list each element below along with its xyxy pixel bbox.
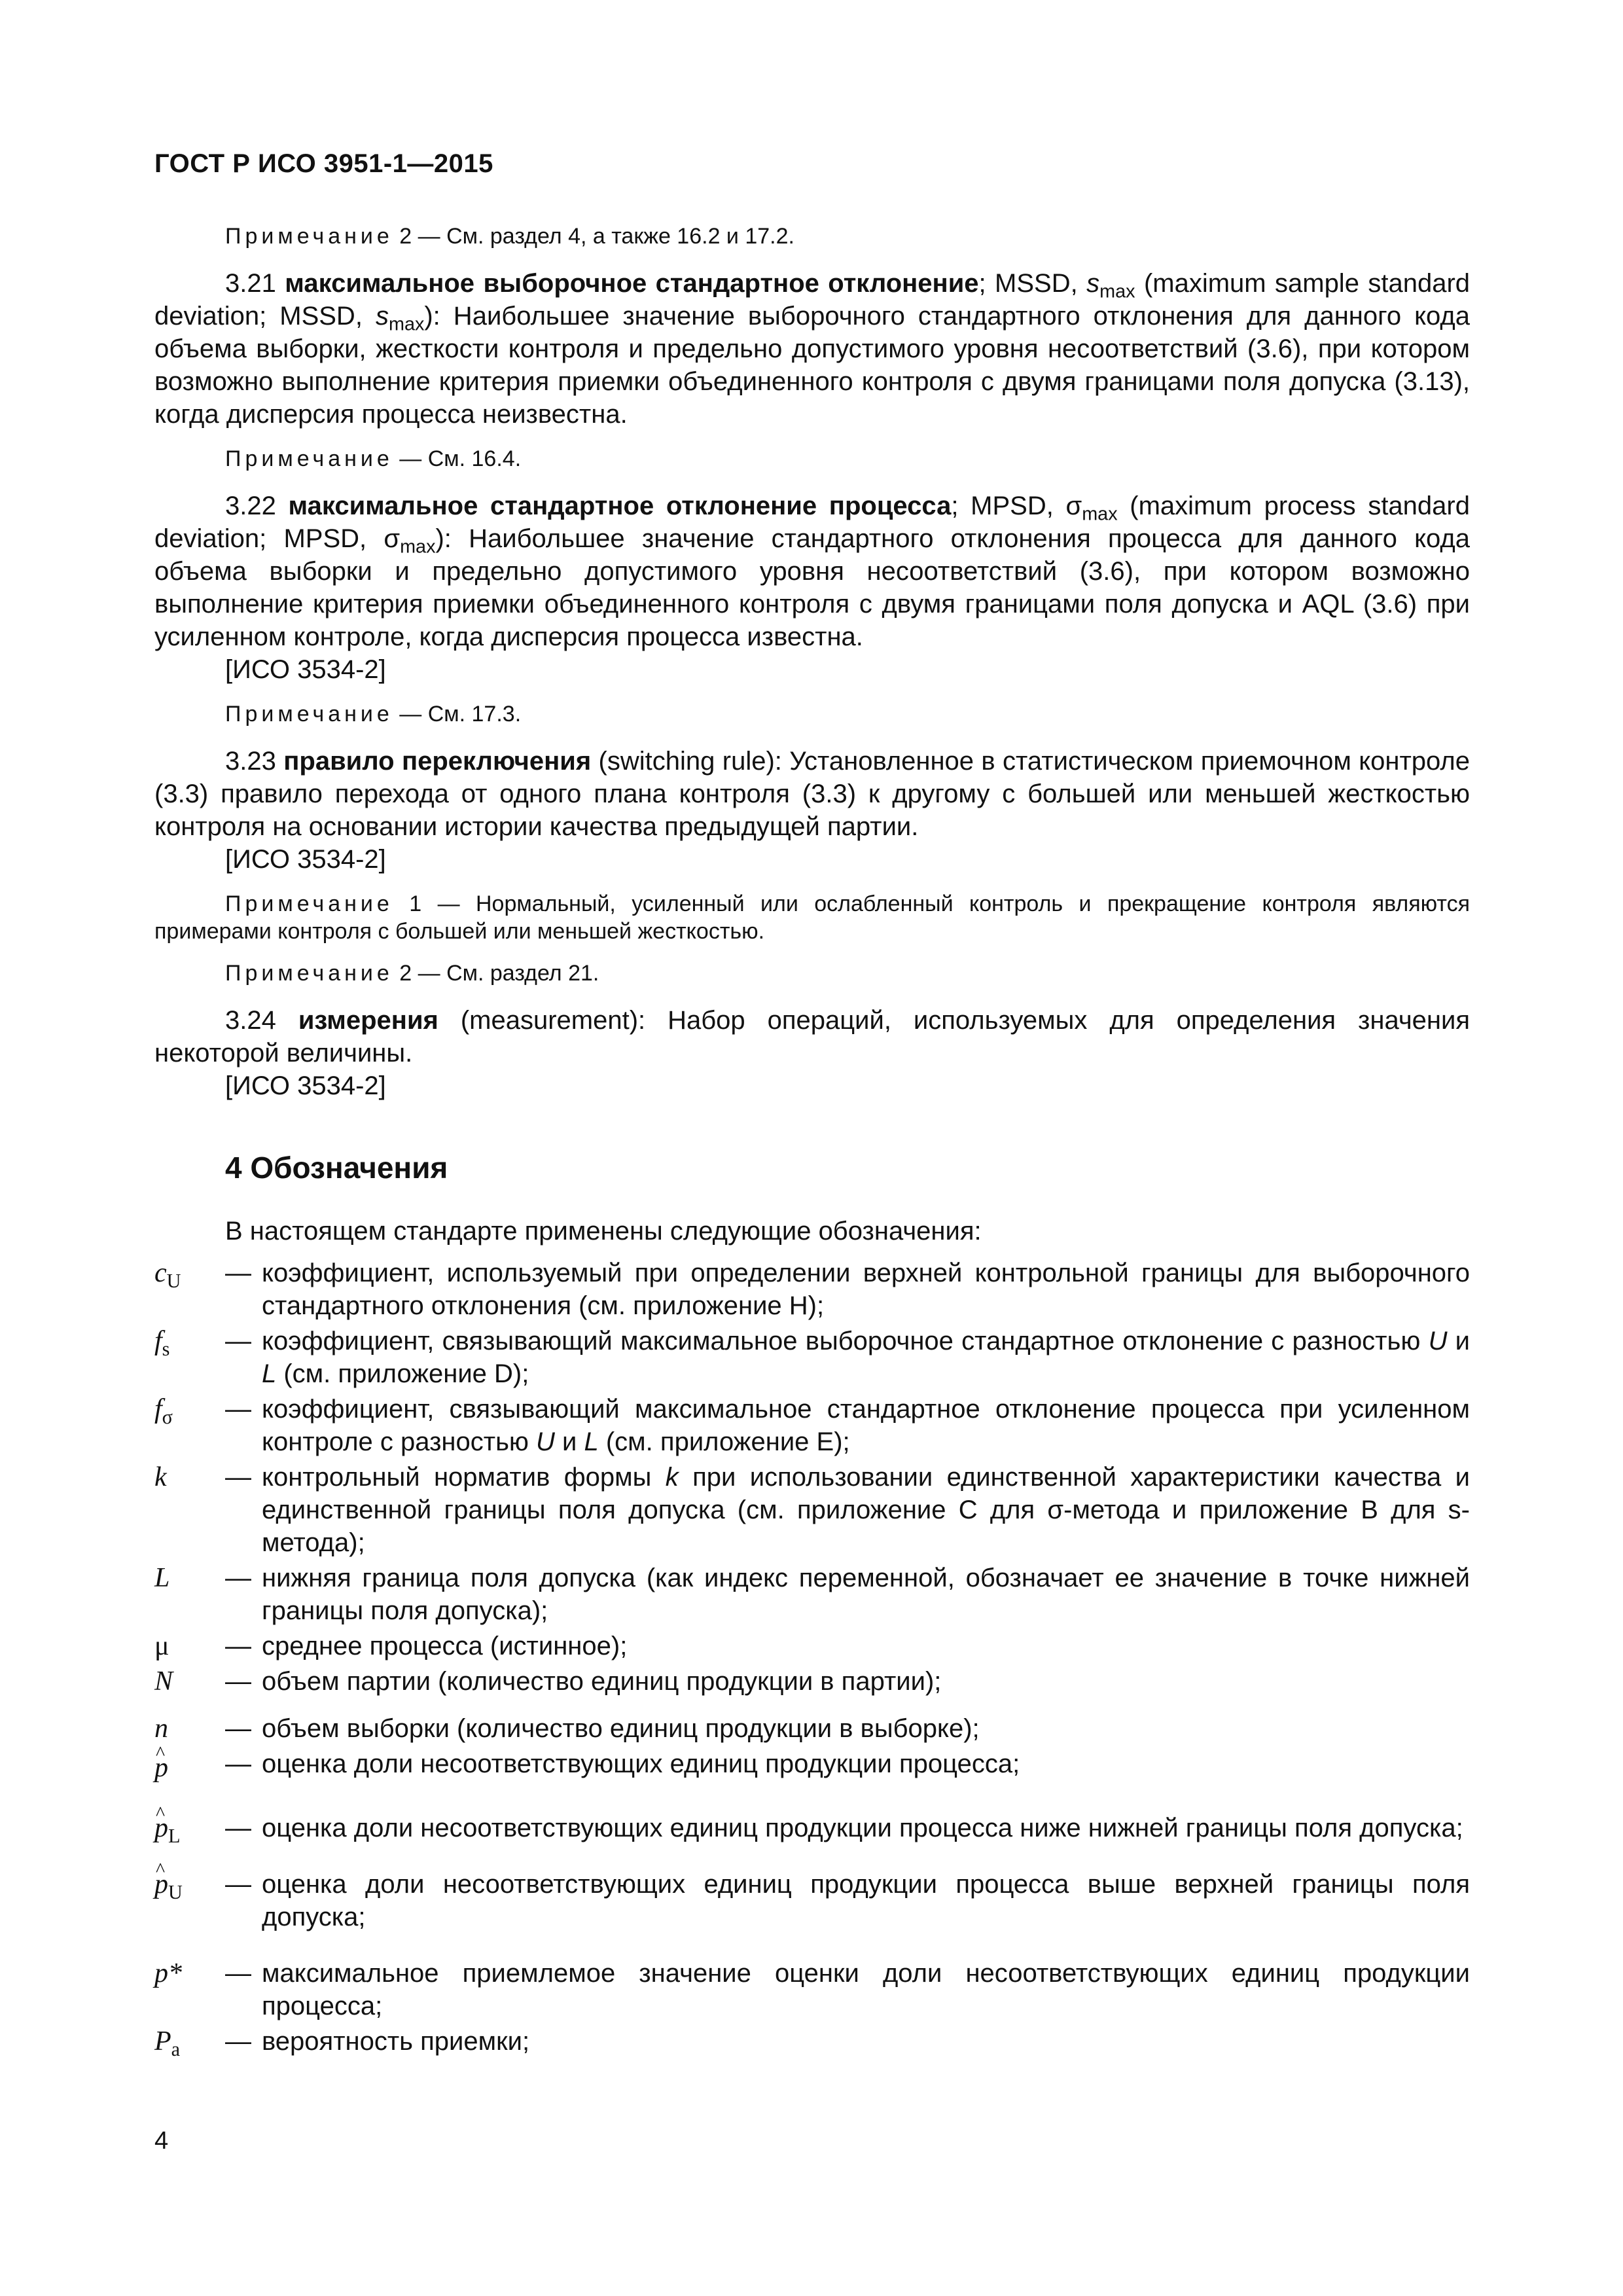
term-definition: (switching rule): Установленное в статистическом приемочном контроле (3.3) правило перехода от одного плана контроля (3.3) к другому с большей или меньшей жесткостью контроля на основании истории качества предыдущей партии. [154,747,1470,841]
symbol-entry [154,1868,1470,1933]
term-text: (maximum process standard deviation; MPSD, [154,492,1470,553]
dash: — [225,1814,251,1842]
symbol-definition: вероятность приемки; [262,2027,530,2056]
running-head: ГОСТ Р ИСО 3951-1—2015 [154,149,493,178]
symbol: σ [383,524,401,553]
symbol-definition: оценка доли несоответствующих единиц продукции процесса выше верхней границы поля допуска; [262,1870,1470,1931]
dash: — [225,1749,251,1778]
term-definition: ): Наибольшее значение стандартного отклонения процесса для данного кода объема выборки и предельно допустимого уровня несоответствий (3.6), при котором возможно выполнение критерия приемки объединенного контроля с двумя границами поля допуска и AQL (3.6) при усиленном контроле, когда дисперсия процесса известна. [154,524,1471,651]
symbol: k [665,1463,679,1492]
section-intro: В настоящем стандарте применены следующие обозначения: [225,1217,982,1246]
dash: — [225,1870,251,1899]
dash: — [225,1259,251,1287]
note-text: — См. раздел 4, а также 16.2 и 17.2. [418,224,794,249]
symbol-definition: нижняя граница поля допуска (как индекс переменной, обозначает ее значение в точке нижней границы поля допуска); [262,1564,1470,1625]
symbol-definition [262,1325,1470,1390]
symbol: U [536,1427,555,1456]
symbol: k [154,1462,167,1492]
term-text: ; MSSD, [978,269,1087,298]
section-heading: 4 Обозначения [225,1151,448,1185]
term-number: 3.24 [225,1006,276,1035]
symbol-entry [154,1812,1470,1848]
note-text: — См. 16.4. [399,446,522,471]
symbol: σ [1065,492,1082,520]
note-label: Примечание [225,446,393,471]
note [154,445,1470,473]
definition-text: коэффициент, связывающий максимальное выборочное стандартное отклонение с разностью [262,1327,1429,1355]
term-number: 3.22 [225,492,276,520]
definition-text: и [554,1427,584,1456]
term-3-21 [154,267,1470,431]
page-number: 4 [154,2127,169,2155]
symbol: μ [154,1631,169,1661]
symbol: c [154,1258,167,1288]
symbol-definition: коэффициент, используемый при определении верхней контрольной границы для выборочного стандартного отклонения (см. приложение H); [262,1259,1470,1320]
dash: — [225,1463,251,1492]
symbol-definition: объем выборки (количество единиц продукции в выборке); [262,1714,980,1743]
symbol: s [375,302,389,331]
term-name: правило переключения [283,747,592,776]
dash: — [225,1959,251,1988]
dash: — [225,2027,251,2056]
symbol-entry [154,1325,1470,1390]
note-number: 2 [399,961,412,986]
symbol: f [154,1326,162,1356]
symbol: L [262,1359,277,1388]
note-text: — Нормальный, усиленный или ослабленный контроль и прекращение контроля являются примерами контроля с большей или меньшей жесткостью. [154,891,1470,944]
symbol: n [154,1713,168,1744]
symbol-subscript: a [171,2038,181,2061]
dash: — [225,1327,251,1355]
dash: — [225,1714,251,1743]
symbol: U [1428,1327,1448,1355]
symbol: L [584,1427,599,1456]
note [154,700,1470,728]
term-name: максимальное стандартное отклонение процесса [288,492,952,520]
symbol-subscript: max [1099,281,1135,302]
term-3-22 [154,490,1470,686]
term-name: измерения [298,1006,438,1035]
symbol-entry [154,1712,1470,1745]
term-3-23 [154,745,1470,876]
note-text: — См. раздел 21. [418,961,599,986]
symbol-entry [154,1393,1470,1458]
term-3-24 [154,1004,1470,1102]
symbol-subscript: U [168,1881,183,1904]
symbol-entry [154,1630,1470,1662]
symbol-subscript: max [400,536,436,558]
symbol-definition: оценка доли несоответствующих единиц продукции процесса ниже нижней границы поля допуска; [262,1814,1463,1842]
symbol-entry [154,1748,1470,1788]
definition-text: при использовании единственной характеристики качества и единственной границы поля допуска (см. приложение C для σ-метода и приложение B для s-метода); [262,1463,1470,1557]
term-name: максимальное выборочное стандартное отклонение [285,269,979,298]
note-number: 2 [399,224,412,249]
symbol: f [154,1394,162,1424]
symbol: ^ p [154,1748,168,1788]
symbol-entry [154,1665,1470,1698]
symbol: N [154,1666,173,1696]
reference: [ИСО 3534-2] [225,845,386,874]
symbol-subscript: σ [162,1406,173,1429]
reference: [ИСО 3534-2] [225,655,386,684]
symbol-entry [154,1257,1470,1322]
symbol-subscript: s [162,1338,170,1361]
term-definition: (measurement): Набор операций, используемых для определения значения некоторой величины. [154,1006,1470,1067]
symbol-definition: среднее процесса (истинное); [262,1632,628,1660]
symbol-list [154,1257,1471,2061]
symbol-entry [154,1461,1470,1559]
dash: — [225,1667,251,1696]
term-text: ; MPSD, [951,492,1066,520]
symbol: s [1086,269,1100,298]
symbol: L [154,1563,170,1593]
symbol-definition: максимальное приемлемое значение оценки доли несоответствующих единиц продукции процесса; [262,1959,1470,2020]
reference: [ИСО 3534-2] [225,1071,386,1100]
dash: — [225,1395,251,1424]
definition-text: (см. приложение D); [276,1359,529,1388]
symbol: ^ p [154,1812,168,1844]
definition-text: и [1447,1327,1471,1355]
symbol-subscript: max [388,314,425,335]
symbol-subscript: max [1082,503,1118,525]
note [154,223,1470,250]
symbol: p* [154,1958,182,1988]
symbol: ^ p [154,1868,168,1901]
symbol-subscript: L [168,1825,181,1848]
note-number: 1 [409,891,422,916]
dash: — [225,1564,251,1592]
page-content [154,223,1471,2061]
dash: — [225,1632,251,1660]
symbol-definition: оценка доли несоответствующих единиц продукции процесса; [262,1749,1020,1778]
note-label: Примечание [225,702,393,726]
symbol: P [154,2026,171,2056]
term-number: 3.21 [225,269,276,298]
definition-text: (см. приложение E); [598,1427,850,1456]
term-text: (maximum sample standard deviation; MSSD, [154,269,1471,331]
note [154,890,1470,945]
symbol-subscript: U [166,1270,181,1293]
symbol-definition [262,1461,1470,1559]
definition-text: контрольный норматив формы [262,1463,666,1492]
term-definition: ): Наибольшее значение выборочного стандартного отклонения для данного кода объема выборки, жесткости контроля и предельно допустимого уровня несоответствий (3.6), при котором возможно выполнение критерия приемки объединенного контроля с двумя границами поля допуска (3.13), когда дисперсия процесса неизвестна. [154,302,1471,429]
note-label: Примечание [225,224,393,249]
symbol-entry [154,1562,1470,1627]
note-label: Примечание [225,961,393,986]
symbol-definition: объем партии (количество единиц продукции в партии); [262,1667,942,1696]
note-label: Примечание [225,891,393,916]
note-text: — См. 17.3. [399,702,522,726]
note [154,960,1470,987]
definition-text: коэффициент, связывающий максимальное стандартное отклонение процесса при усиленном контроле с разностью [262,1395,1470,1456]
symbol-entry [154,1957,1470,2022]
symbol-entry [154,2025,1470,2061]
symbol-definition [262,1393,1470,1458]
term-number: 3.23 [225,747,276,776]
